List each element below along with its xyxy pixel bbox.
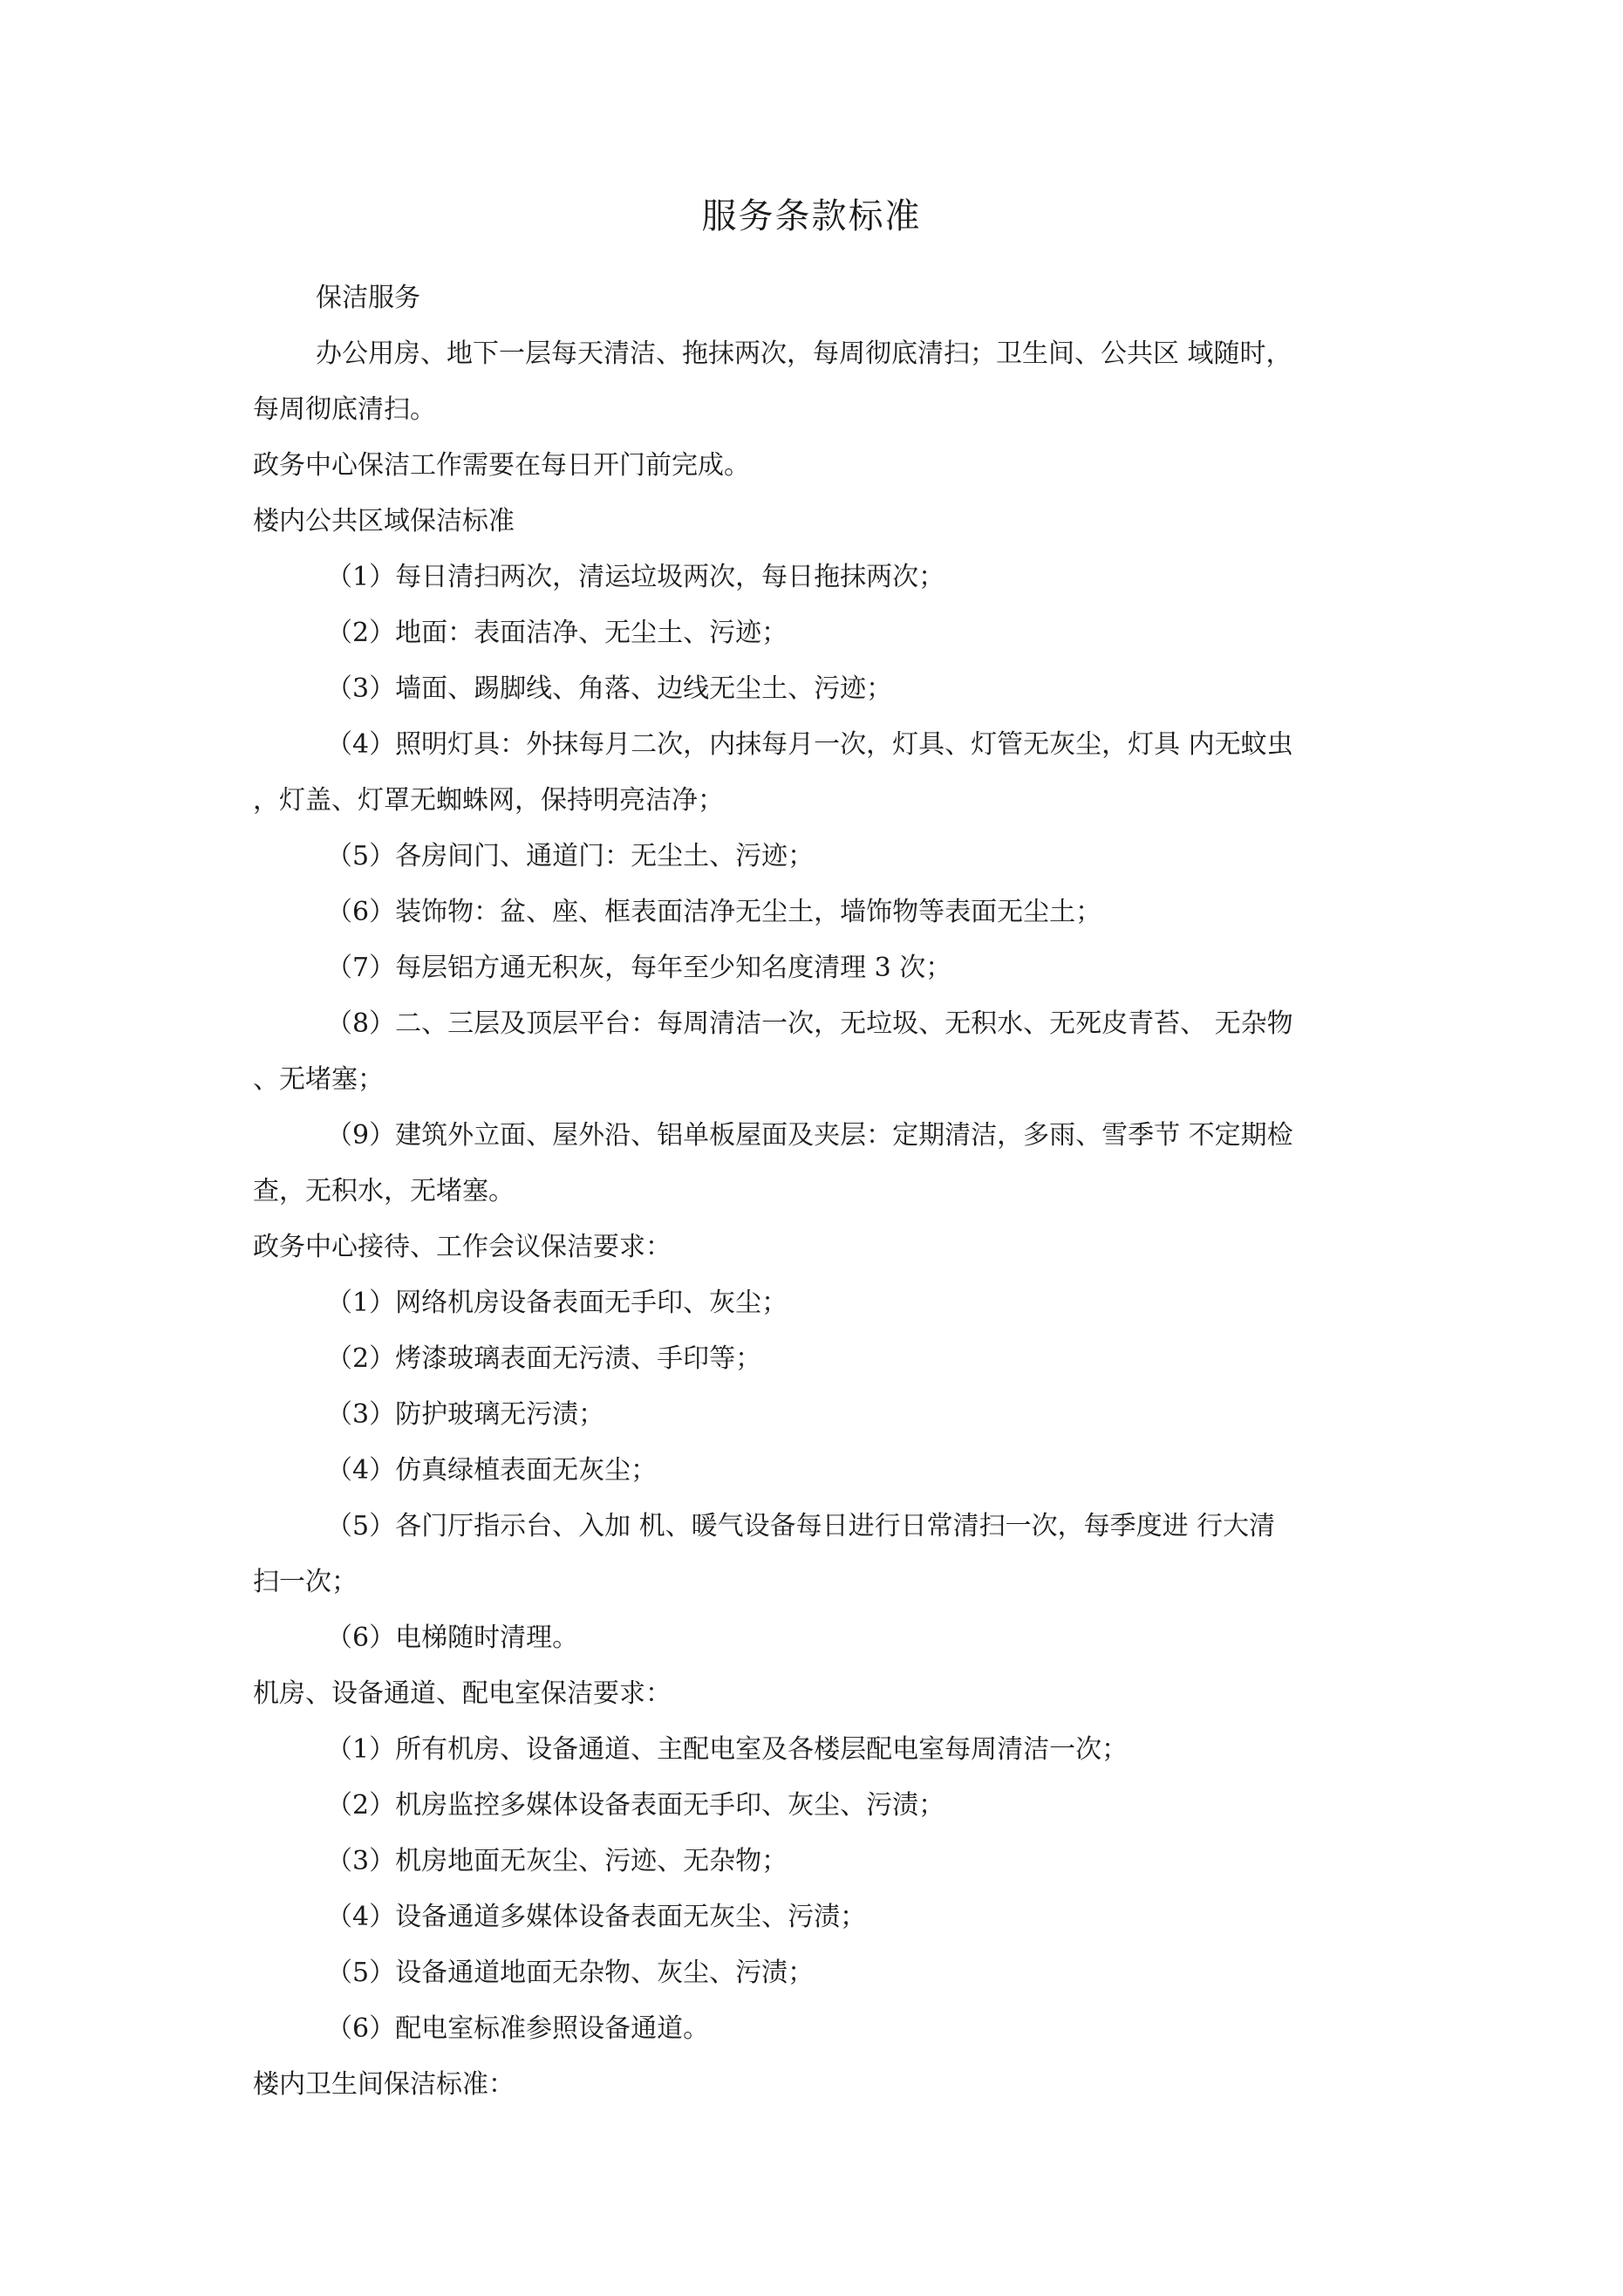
list-item: （1）网络机房设备表面无手印、灰尘； <box>326 1288 788 1318</box>
paragraph: 保洁服务 <box>316 283 420 313</box>
paragraph: 每周彻底清扫。 <box>253 394 436 425</box>
page-title: 服务条款标准 <box>701 196 922 236</box>
list-item: （3）墙面、踢脚线、角落、边线无尘土、污迹； <box>326 673 893 704</box>
list-item: （2）地面：表面洁净、无尘土、污迹； <box>326 618 788 648</box>
list-item: （3）机房地面无灰尘、污迹、无杂物； <box>326 1846 788 1876</box>
section-heading: 政务中心接待、工作会议保洁要求： <box>253 1232 672 1262</box>
list-item: （1）每日清扫两次，清运垃圾两次，每日拖抹两次； <box>326 562 945 592</box>
list-item: （4）仿真绿植表面无灰尘； <box>326 1455 658 1486</box>
list-item: （5）设备通道地面无杂物、灰尘、污渍； <box>326 1958 815 1988</box>
list-item: （6）配电室标准参照设备通道。 <box>326 2013 710 2044</box>
list-item: （4）照明灯具：外抹每月二次，内抹每月一次，灯具、灯管无灰尘，灯具 内无蚊虫 <box>326 729 1293 760</box>
list-item: （8）二、三层及顶层平台：每周清洁一次，无垃圾、无积水、无死皮青苔、 无杂物 <box>326 1008 1293 1039</box>
list-item-continuation: 查，无积水，无堵塞。 <box>253 1176 515 1206</box>
list-item: （9）建筑外立面、屋外沿、铝单板屋面及夹层：定期清洁，多雨、雪季节 不定期检 <box>326 1120 1293 1151</box>
list-item-continuation: 、无堵塞； <box>253 1064 384 1095</box>
list-item-continuation: ，灯盖、灯罩无蜘蛛网，保持明亮洁净； <box>253 785 724 816</box>
list-item: （1）所有机房、设备通道、主配电室及各楼层配电室每周清洁一次； <box>326 1734 1129 1765</box>
list-item: （3）防护玻璃无污渍； <box>326 1399 605 1430</box>
section-heading: 楼内卫生间保洁标准： <box>253 2069 515 2100</box>
section-heading: 楼内公共区域保洁标准 <box>253 506 515 536</box>
paragraph: 办公用房、地下一层每天清洁、拖抹两次，每周彻底清扫；卫生间、公共区 域随时， <box>316 338 1292 369</box>
list-item: （2）烤漆玻璃表面无污渍、手印等； <box>326 1343 762 1374</box>
paragraph: 政务中心保洁工作需要在每日开门前完成。 <box>253 450 750 481</box>
list-item-continuation: 扫一次； <box>253 1567 358 1597</box>
section-heading: 机房、设备通道、配电室保洁要求： <box>253 1678 672 1709</box>
list-item: （2）机房监控多媒体设备表面无手印、灰尘、污渍； <box>326 1790 945 1821</box>
list-item: （6）电梯随时清理。 <box>326 1623 579 1653</box>
list-item: （4）设备通道多媒体设备表面无灰尘、污渍； <box>326 1902 867 1932</box>
list-item: （5）各门厅指示台、入加 机、暖气设备每日进行日常清扫一次，每季度进 行大清 <box>326 1511 1276 1541</box>
document-body <box>253 270 1395 2113</box>
list-item: （5）各房间门、通道门：无尘土、污迹； <box>326 841 815 871</box>
list-item: （7）每层铝方通无积灰，每年至少知名度清理 3 次； <box>326 953 952 983</box>
list-item: （6）装饰物：盆、座、框表面洁净无尘土，墙饰物等表面无尘土； <box>326 897 1102 927</box>
